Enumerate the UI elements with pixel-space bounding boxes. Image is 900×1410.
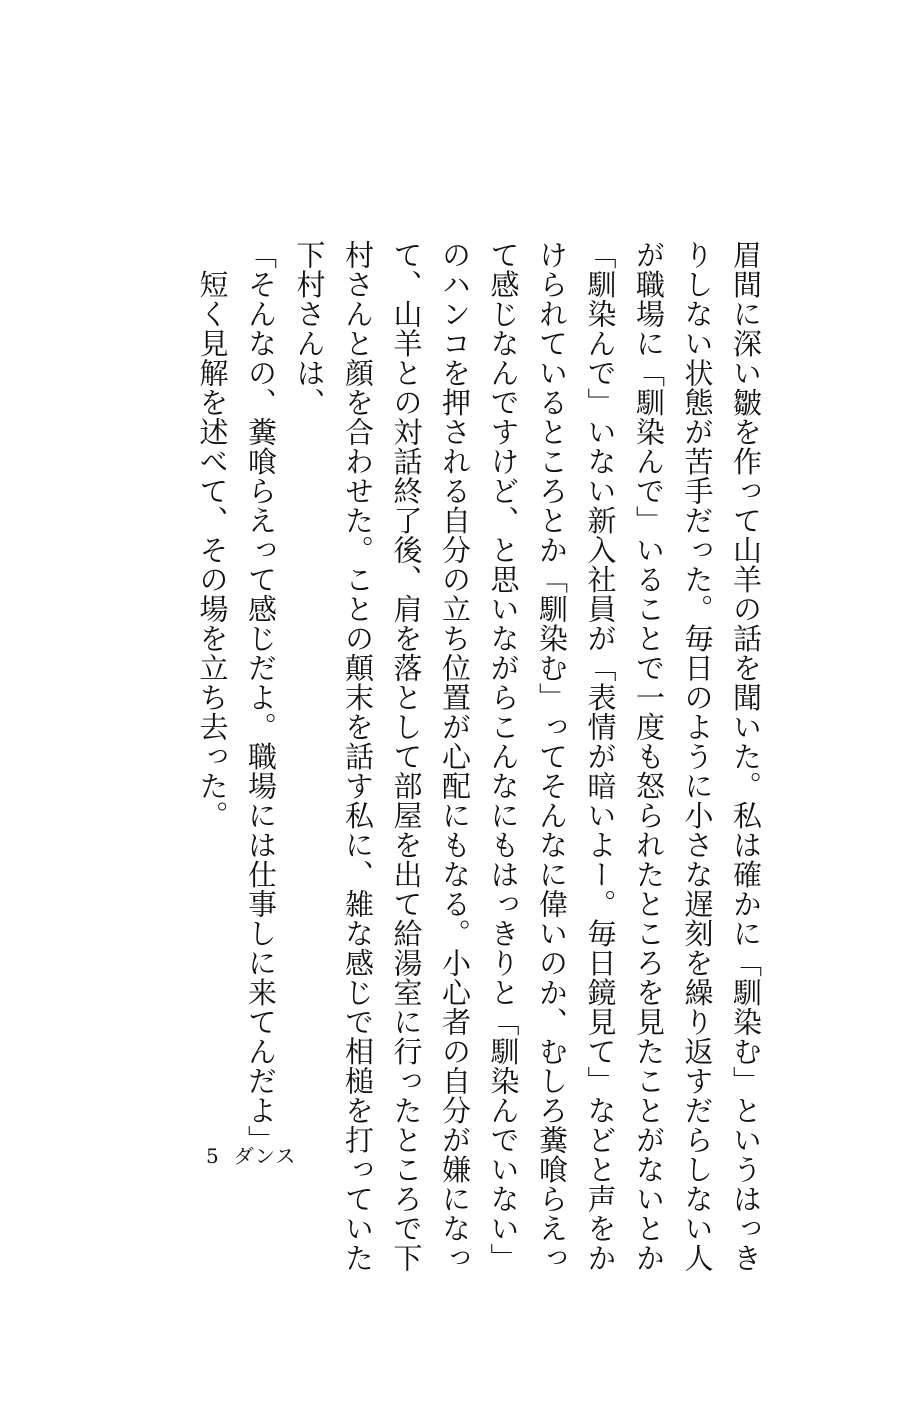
page-footer	[206, 1140, 296, 1169]
text-line: て、山羊との対話終了後、肩を落として部屋を出て給湯室に行ったところで下	[389, 240, 424, 1273]
text-line: 「馴染んで」いない新入社員が「表情が暗いよー。毎日鏡見て」などと声をか	[583, 240, 618, 1273]
text-line: 「そんなの、糞喰らえって感じだよ。職場には仕事しに来てんだよ」	[244, 240, 278, 1155]
text-line: 眉間に深い皺を作って山羊の話を聞いた。私は確かに「馴染む」というはっき	[729, 240, 763, 1273]
text-line: が職場に「馴染んで」いることで一度も怒られたところを見たことがないとか	[632, 240, 666, 1273]
text-line: て感じなんですけど、と思いながらこんなにもはっきりと「馴染んでいない」	[486, 240, 521, 1273]
text-line: 短く見解を述べて、その場を立ち去った。	[195, 240, 230, 830]
page-number: 5	[206, 1144, 220, 1168]
text-line: けられているところとか「馴染む」ってそんなに偉いのか、むしろ糞喰らえっ	[535, 240, 569, 1273]
text-line: 下村さんは、	[292, 240, 327, 417]
text-line: りしない状態が苦手だった。毎日のように小さな遅刻を繰り返すだらしない人	[680, 240, 715, 1273]
running-title: ダンス	[233, 1144, 297, 1168]
text-line: 村さんと顔を合わせた。ことの顛末を話す私に、雑な感じで相槌を打っていた	[341, 240, 375, 1273]
text-line: のハンコを押される自分の立ち位置が心配にもなる。小心者の自分が嫌になっ	[438, 240, 472, 1273]
